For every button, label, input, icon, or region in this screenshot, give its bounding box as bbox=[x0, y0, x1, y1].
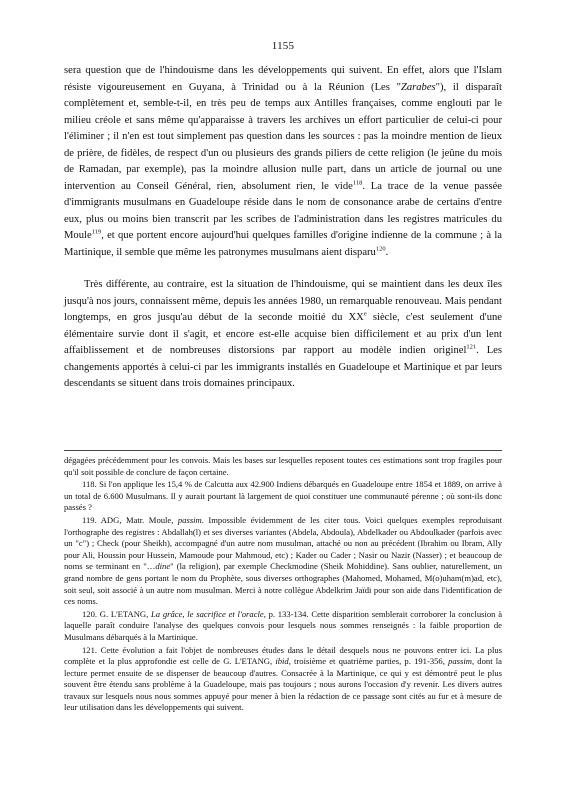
text-run: "), il disparaît complètement et, semble-t-il, en très peu de temps aux Antilles françaises, comme englouti par le milieu créole et sans même qu'apparaisse à travers les archives un effort particulier de celui-ci pour l'éliminer ; il n'en est tout simplement pas question dans les sources : pas la moindre mention de lieux de prière, de fidèles, de respect d'un ou plusieurs des grands piliers de cette religion (le jeûne du mois de Ramadan, par exemple), pas la moindre allusion nulle part, dans un article de journal ou une intervention au Conseil Général, rien, absolument rien, le vide bbox=[64, 81, 502, 192]
main-text bbox=[64, 63, 502, 393]
text-run: Très différente, au contraire, est la situation de l'hindouisme, qui se maintient dans les deux îles jusqu'à nos jours, connaissent même, depuis les années 1980, un remarquable renouveau. Mais pendant longtemps, en gros jusqu'au début de la seconde moitié du XX bbox=[64, 279, 502, 323]
italic-term: passim bbox=[177, 514, 202, 525]
italic-term: ibid bbox=[275, 656, 289, 667]
italic-term: passim bbox=[448, 656, 472, 667]
text-run: . bbox=[385, 246, 389, 258]
paragraph-islam bbox=[64, 63, 502, 261]
text-run: siècle, c'est seulement d'une élémentaire survie dont il s'agit, et encore est-elle acquise bien difficilement et au prix d'un lent affaiblissement et de nombreuses distorsions par rapport au modèle indien originel bbox=[64, 312, 502, 356]
footnote-continuation: dégagées précédemment pour les convois. Mais les bases sur lesquelles reposent toutes ces estimations sont trop fragiles pour qu'il soit possible de conclure de façon certaine. bbox=[64, 455, 502, 477]
text-run: sera question que de l'hindouisme dans les développements qui suivent. En effet, alors que l'Islam résiste vigoureusement en Guyana, à Trinidad ou à la Réunion (Les " bbox=[64, 65, 502, 93]
text-run: " (la religion), par exemple Checkmodine (Sheik Mohiddine). Sans oublier, naturellement, un grand nombre de gens portant le nom du Prophète, sous diverses orthographes (Mahomed, Mohamed, M(o)uham(m)ad, etc), soit seul, soit associé à un autre nom musulman. Merci à notre collègue Abdelkrim Jaïdi pour son aide dans l'identification de ces noms. bbox=[64, 561, 502, 607]
book-title: La grâce, le sacrifice et l'oracle bbox=[151, 608, 264, 619]
text-run: . Les changements apportés à celui-ci par les immigrants installés en Guadeloupe et Martinique et par leurs descendants se situent dans trois domaines principaux. bbox=[64, 345, 502, 389]
footnote-120 bbox=[64, 609, 502, 644]
text-run: 119. ADG, Matr. Moule, bbox=[82, 514, 178, 525]
footnotes bbox=[64, 455, 502, 715]
text-run: 120. G. L'ETANG, bbox=[82, 608, 152, 619]
italic-term: Zarabes bbox=[400, 81, 436, 93]
text-run: , dont la lecture permet ensuite de se dispenser de beaucoup d'autres. Consacrée à la Martinique, ce qui y est démontré peut le plus souvent être étendu sans problème à la Guadeloupe, mais pas toujours ; nous aurons l'occasion d'y revenir. Les divers autres travaux sur lesquels nous nous sommes appuyé pour mener à bien la rédaction de ce passage sont cités au fur et à mesure de leur utilisation dans les développements qui suivent. bbox=[64, 656, 502, 713]
paragraph-hinduism bbox=[64, 277, 502, 393]
text-run: 121. Cette évolution a fait l'objet de nombreuses études dans le détail desquels nous ne pouvons entrer ici. La plus complète et la plus approfondie est celle de G. L'ETANG, bbox=[64, 644, 502, 667]
text-run: , troisième et quatrième parties, p. 191-356, bbox=[288, 656, 449, 667]
footnote-119 bbox=[64, 515, 502, 608]
text-run: . Impossible évidemment de les citer tous. Voici quelques exemples reproduisant l'orthographe des registres : Abdallah(l) et ses diverses variantes (Abdela, Abdoula), Abdelkader ou Abdoulkader (parfois avec un "c") ; Check (pour Sheikh), accompagné d'un autre nom musulman, attaché ou non au précédent (Ibrahim ou Ibram, Ally pour Ali, Houssin pour Hussein, Mamoude pour Mahmoud, etc) ; Kader ou Cader ; Nasir ou Nazir (Nasser) ; et beaucoup de noms se terminant en "… bbox=[64, 514, 503, 572]
century-superscript: e bbox=[363, 310, 367, 318]
text-run: . La trace de la venue passée d'immigrants musulmans en Guadeloupe réside dans le nom de consonance arabe de certains d'entre eux, plus ou moins bien transcrit par les scribes de l'administration dans les registres matricules du Moule bbox=[64, 180, 502, 241]
page-number: 1155 bbox=[271, 40, 295, 52]
text-run: , et que portent encore aujourd'hui quelques familles d'origine indienne de la commune ; à la Martinique, il semble que même les patronymes musulmans aient disparu bbox=[64, 230, 502, 258]
footnote-118: 118. Si l'on applique les 15,4 % de Calcutta aux 42.900 Indiens débarqués en Guadeloupe entre 1854 et 1889, on arrive à un total de 6.600 Musulmans. Il y aurait pourtant là largement de quoi constituer une communauté pérenne ; où sont-ils donc passés ? bbox=[64, 479, 502, 513]
footnote-divider bbox=[64, 450, 502, 451]
footnote-ref-121[interactable]: 121 bbox=[466, 343, 477, 351]
text-run: , p. 133-134. Cette disparition semblerait corroborer la conclusion à laquelle paraît conduire l'analyse des quelques convois pour lesquels nous sommes renseignés : la faible proportion de Musulmans débarqués à la Martinique. bbox=[64, 608, 503, 642]
footnote-ref-119[interactable]: 119 bbox=[91, 228, 102, 236]
footnote-ref-118[interactable]: 118 bbox=[352, 178, 363, 186]
footnote-121 bbox=[64, 645, 502, 715]
italic-term: dine bbox=[155, 561, 171, 572]
footnote-ref-120[interactable]: 120 bbox=[375, 244, 386, 252]
